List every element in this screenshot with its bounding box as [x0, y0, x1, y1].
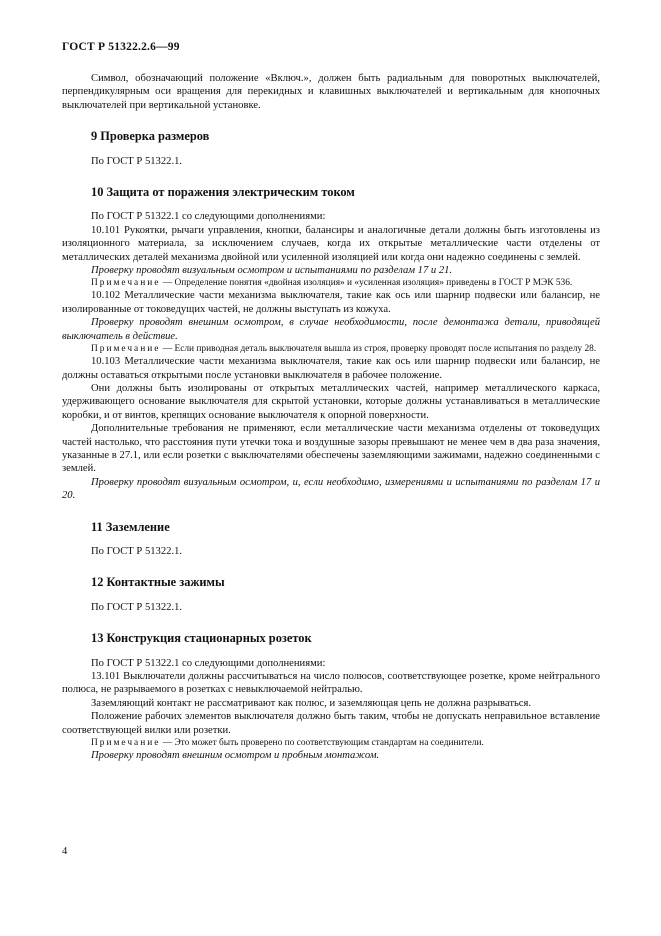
intro-paragraph: Символ, обозначающий положение «Включ.», должен быть радиальным для поворотных выключателей, перпендикулярным оси вращения для перекидных и клавишных выключателей и вертикальным для кнопочных выключателей при вертикальной установке.	[62, 73, 600, 111]
section-13-intro: По ГОСТ Р 51322.1 со следующими дополнениями:	[91, 657, 326, 669]
clause-13-101-earthing: Заземляющий контакт не рассматривают как полюс, и заземляющая цепь не должна разрываться.	[91, 697, 532, 709]
clause-10-101: 10.101 Рукоятки, рычаги управления, кнопки, балансиры и аналогичные детали должны быть изготовлены из изоляционного материала, за исключением случаев, когда их открытые металлические части отделены от металлических деталей механизма двойной или усиленной изоляцией или когда они надежно соединены с землей.	[62, 224, 600, 263]
clause-13-101: 13.101 Выключатели должны рассчитываться на число полюсов, соответствующее розетке, кроме нейтрального полюса, не разрываемого в розетках с невыключаемой нейтралью.	[62, 671, 600, 696]
check-10-103: Проверку проводят визуальным осмотром, и, если необходимо, измерениями и испытаниями по разделам 17 и 20.	[62, 476, 600, 502]
section-10-title: 10 Защита от поражения электрическим током	[91, 185, 355, 200]
page-number: 4	[62, 846, 68, 857]
note-label: Примечание	[91, 738, 161, 749]
section-9-text: По ГОСТ Р 51322.1.	[91, 155, 183, 167]
section-11-title: 11 Заземление	[91, 519, 170, 534]
clause-13-101-position: Положение рабочих элементов выключателя должно быть таким, чтобы не допускать неправильное вставление соответствующей вилки или розетки.	[62, 711, 600, 736]
note-10-101	[62, 277, 600, 289]
clause-10-103: 10.103 Металлические части механизма выключателя, такие как ось или шарнир подвески или балансир, не должны оставаться открытыми после установки выключателя в рабочее положение.	[62, 356, 600, 381]
section-12-text: По ГОСТ Р 51322.1.	[91, 601, 183, 613]
note-label: Примечание	[91, 278, 161, 289]
section-9-title: 9 Проверка размеров	[91, 129, 210, 144]
note-text: — Если приводная деталь выключателя вышла из строя, проверку проводят после испытания по разделу 28.	[160, 344, 597, 355]
clause-10-103-additional: Дополнительные требования не применяют, если металлические части механизма отделены от токоведущих частей настолько, что расстояния пути утечки тока и воздушные зазоры превышают не менее чем в два раза значения, указанные в 27.1, или если розетки с выключателями обеспечены заземляющими зажимами, надежно соединенными с землей.	[62, 423, 600, 475]
note-label: Примечание	[91, 344, 161, 355]
check-10-102: Проверку проводят внешним осмотром, в случае необходимости, после демонтажа детали, приводящей выключатель в действие.	[62, 317, 600, 342]
check-10-101: Проверку проводят визуальным осмотром и испытаниями по разделам 17 и 21.	[91, 265, 453, 277]
section-13-title: 13 Конструкция стационарных розеток	[91, 631, 312, 646]
note-text: — Это может быть проверено по соответствующим стандартам на соединители.	[160, 738, 484, 749]
note-13-101	[62, 737, 600, 749]
document-header: ГОСТ Р 51322.2.6—99	[62, 41, 180, 53]
section-12-title: 12 Контактные зажимы	[91, 575, 225, 590]
note-text: — Определение понятия «двойная изоляция» и «усиленная изоляция» приведены в ГОСТ Р МЭК 536.	[160, 278, 573, 289]
document-body	[62, 72, 600, 762]
section-11-text: По ГОСТ Р 51322.1.	[91, 545, 183, 557]
clause-10-103-insulation: Они должны быть изолированы от открытых металлических частей, например металлического каркаса, удерживающего основание выключателя для скрытой установки, которые должны устанавливаться в металлические коробки, и от винтов, крепящих основание выключателя к опорной поверхности.	[62, 382, 600, 421]
section-10-intro: По ГОСТ Р 51322.1 со следующими дополнениями:	[91, 211, 326, 223]
clause-10-102: 10.102 Металлические части механизма выключателя, такие как ось или шарнир подвески или балансир, не изолированные от токоведущих частей, не должны выступать из кожуха.	[62, 290, 600, 315]
check-13-101: Проверку проводят внешним осмотром и пробным монтажом.	[91, 750, 380, 762]
note-10-102	[62, 343, 600, 355]
